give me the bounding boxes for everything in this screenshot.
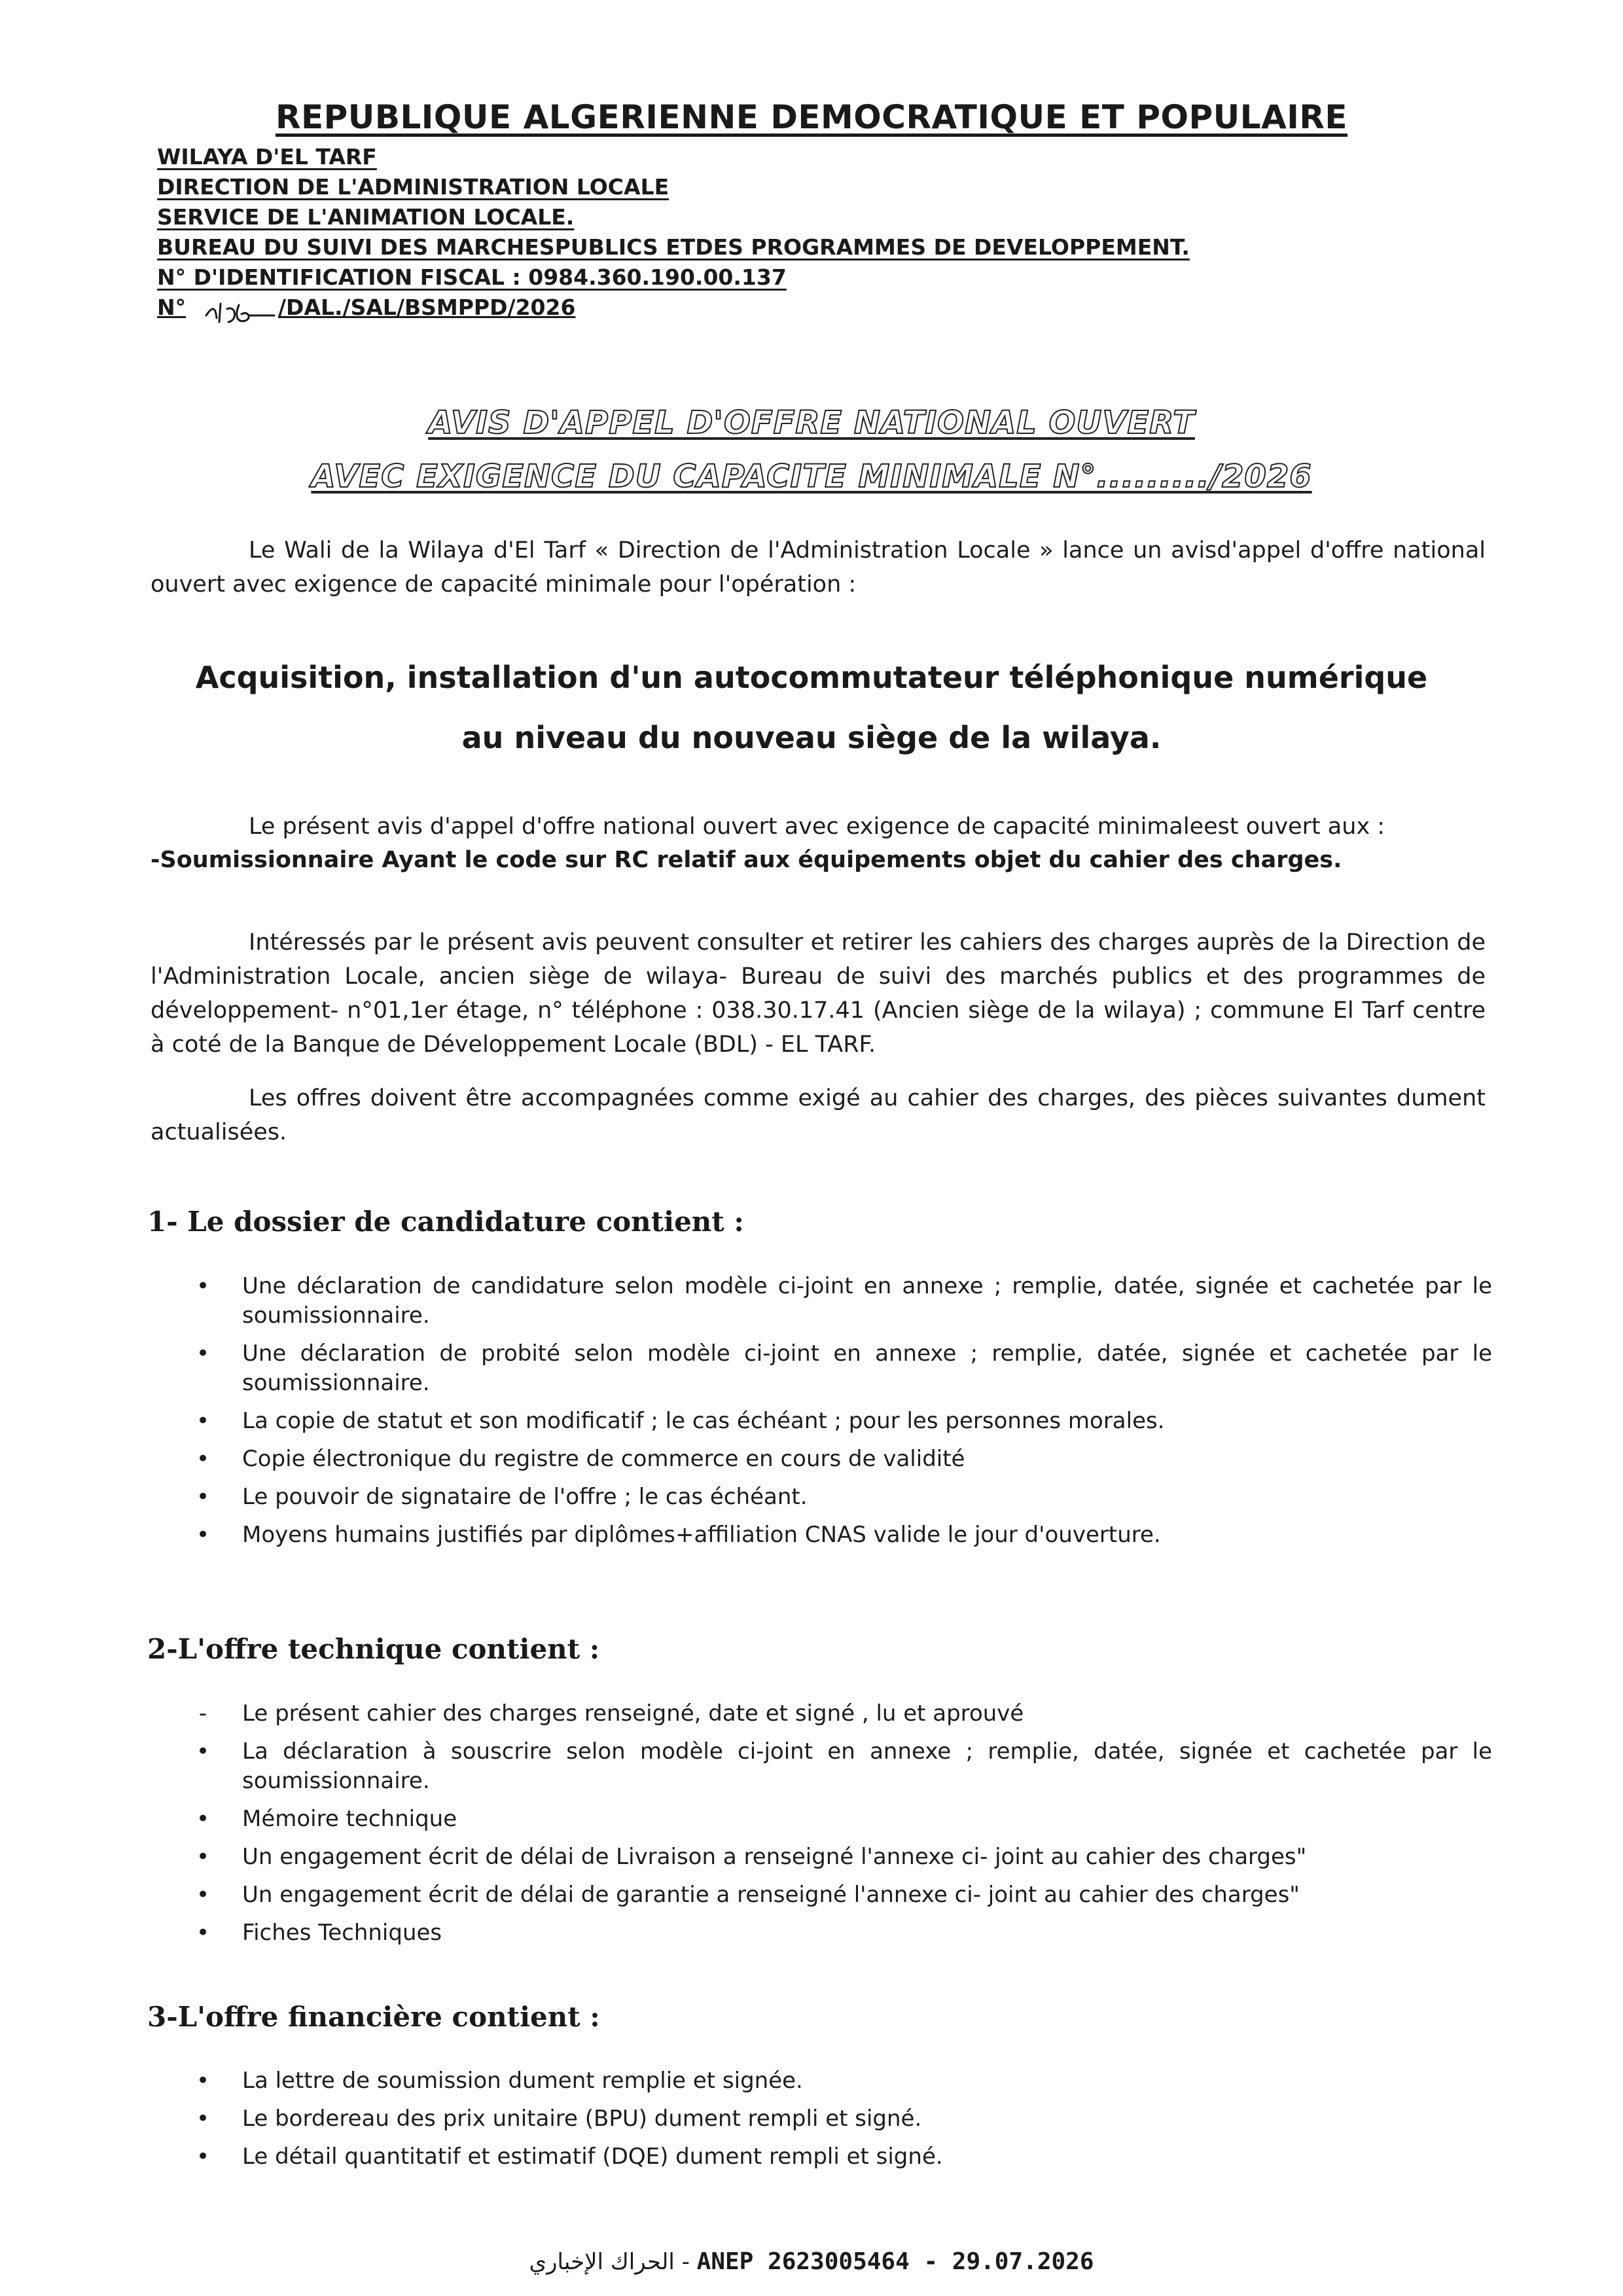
- list-item: • Le détail quantitatif et estimatif (DQE) dument rempli et signé.: [190, 2142, 1492, 2172]
- bullet-icon: •: [196, 1340, 210, 1367]
- list-item: - Le présent cahier des charges renseigné, date et signé , lu et aprouvé: [190, 1699, 1492, 1729]
- bullet-icon: •: [196, 1446, 210, 1472]
- anep-reference: ANEP 2623005464 - 29.07.2026: [696, 2248, 1094, 2275]
- reference-suffix: /DAL./SAL/BSMPPD/2026: [278, 295, 576, 320]
- handwritten-reference-number: [202, 296, 276, 329]
- header-fiscal-id: N° D'IDENTIFICATION FISCAL : 0984.360.190.00.137: [157, 264, 787, 290]
- eligibility-requirement: -Soumissionnaire Ayant le code sur RC relatif aux équipements objet du cahier des charges.: [151, 847, 1342, 873]
- list-item: • Une déclaration de candidature selon modèle ci-joint en annexe ; remplie, datée, signée et cachetée par le soumissionnaire.: [190, 1272, 1492, 1331]
- document-main-title: REPUBLIQUE ALGERIENNE DEMOCRATIQUE ET POPULAIRE: [275, 98, 1348, 136]
- list-financial-offer: [190, 2066, 1492, 2180]
- bullet-icon: •: [196, 2106, 210, 2132]
- list-item: • La déclaration à souscrire selon modèle ci-joint en annexe ; remplie, datée, signée et cachetée par le soumissionnaire.: [190, 1737, 1492, 1796]
- header-direction: DIRECTION DE L'ADMINISTRATION LOCALE: [157, 174, 669, 200]
- reference-prefix: N°: [157, 295, 187, 320]
- list-technical-offer: [190, 1699, 1492, 1956]
- section-title-financial-offer: 3-L'offre financière contient :: [147, 2001, 600, 2033]
- list-item: • Le bordereau des prix unitaire (BPU) dument rempli et signé.: [190, 2104, 1492, 2134]
- bullet-icon: •: [196, 1273, 210, 1299]
- bullet-icon: •: [196, 2068, 210, 2094]
- list-item: • Un engagement écrit de délai de garantie a renseigné l'annexe ci- joint au cahier des charges": [190, 1880, 1492, 1910]
- bullet-icon: •: [196, 1484, 210, 1510]
- list-item: • Copie électronique du registre de commerce en cours de validité: [190, 1444, 1492, 1474]
- bullet-icon: •: [196, 1844, 210, 1870]
- list-item: • Le pouvoir de signataire de l'offre ; le cas échéant.: [190, 1482, 1492, 1512]
- bullet-icon: •: [196, 2144, 210, 2170]
- eligibility-paragraph: Le présent avis d'appel d'offre national ouvert avec exigence de capacité minimaleest ouvert aux :: [249, 814, 1385, 840]
- footer-separator: -: [674, 2249, 697, 2275]
- project-title-line-2: au niveau du nouveau siège de la wilaya.: [461, 720, 1162, 755]
- publication-footer: [0, 2248, 1623, 2275]
- bullet-icon: •: [196, 1806, 210, 1832]
- list-item: • La copie de statut et son modificatif ; le cas échéant ; pour les personnes morales.: [190, 1407, 1492, 1436]
- header-service: SERVICE DE L'ANIMATION LOCALE.: [157, 204, 575, 230]
- header-wilaya: WILAYA D'EL TARF: [157, 144, 377, 170]
- header-bureau: BUREAU DU SUIVI DES MARCHESPUBLICS ETDES PROGRAMMES DE DEVELOPPEMENT.: [157, 234, 1190, 260]
- list-item: • Moyens humains justifiés par diplômes+affiliation CNAS valide le jour d'ouverture.: [190, 1520, 1492, 1550]
- list-item: • La lettre de soumission dument remplie et signée.: [190, 2066, 1492, 2096]
- bullet-icon: •: [196, 1882, 210, 1908]
- dash-icon: -: [198, 1700, 207, 1727]
- intro-paragraph: Le Wali de la Wilaya d'El Tarf « Direction de l'Administration Locale » lance un avisd'appel d'offre national ouvert avec exigence de capacité minimale pour l'opération :: [151, 537, 1486, 598]
- newspaper-name: الحراك الإخباري: [529, 2249, 675, 2275]
- list-item: • Une déclaration de probité selon modèle ci-joint en annexe ; remplie, datée, signée et cachetée par le soumissionnaire.: [190, 1339, 1492, 1398]
- list-item: • Fiches Techniques: [190, 1918, 1492, 1948]
- list-item: • Mémoire technique: [190, 1804, 1492, 1834]
- section-title-technical-offer: 2-L'offre technique contient :: [147, 1633, 600, 1665]
- notice-title-line-1: AVIS D'APPEL D'OFFRE NATIONAL OUVERT: [428, 404, 1195, 441]
- notice-title-line-2: AVEC EXIGENCE DU CAPACITE MINIMALE N°........./2026: [311, 458, 1312, 495]
- consultation-paragraph: Intéressés par le présent avis peuvent consulter et retirer les cahiers des charges auprès de la Direction de l'Administration Locale, ancien siège de wilaya- Bureau de suivi des marchés publics et des programmes de développement- n°01,1er étage, n° téléphone : 038.30.17.41 (Ancien siège de la wilaya) ; commune El Tarf centre à coté de la Banque de Développement Locale (BDL) - EL TARF.: [151, 929, 1486, 1058]
- bullet-icon: •: [196, 1920, 210, 1946]
- offers-paragraph: Les offres doivent être accompagnées comme exigé au cahier des charges, des pièces suivantes dument actualisées.: [151, 1085, 1486, 1145]
- bullet-icon: •: [196, 1522, 210, 1548]
- list-candidature: [190, 1272, 1492, 1558]
- project-title-line-1: Acquisition, installation d'un autocommutateur téléphonique numérique: [195, 660, 1428, 695]
- bullet-icon: •: [196, 1738, 210, 1765]
- section-title-candidature: 1- Le dossier de candidature contient :: [147, 1206, 744, 1238]
- bullet-icon: •: [196, 1408, 210, 1434]
- list-item: • Un engagement écrit de délai de Livraison a renseigné l'annexe ci- joint au cahier des charges": [190, 1842, 1492, 1872]
